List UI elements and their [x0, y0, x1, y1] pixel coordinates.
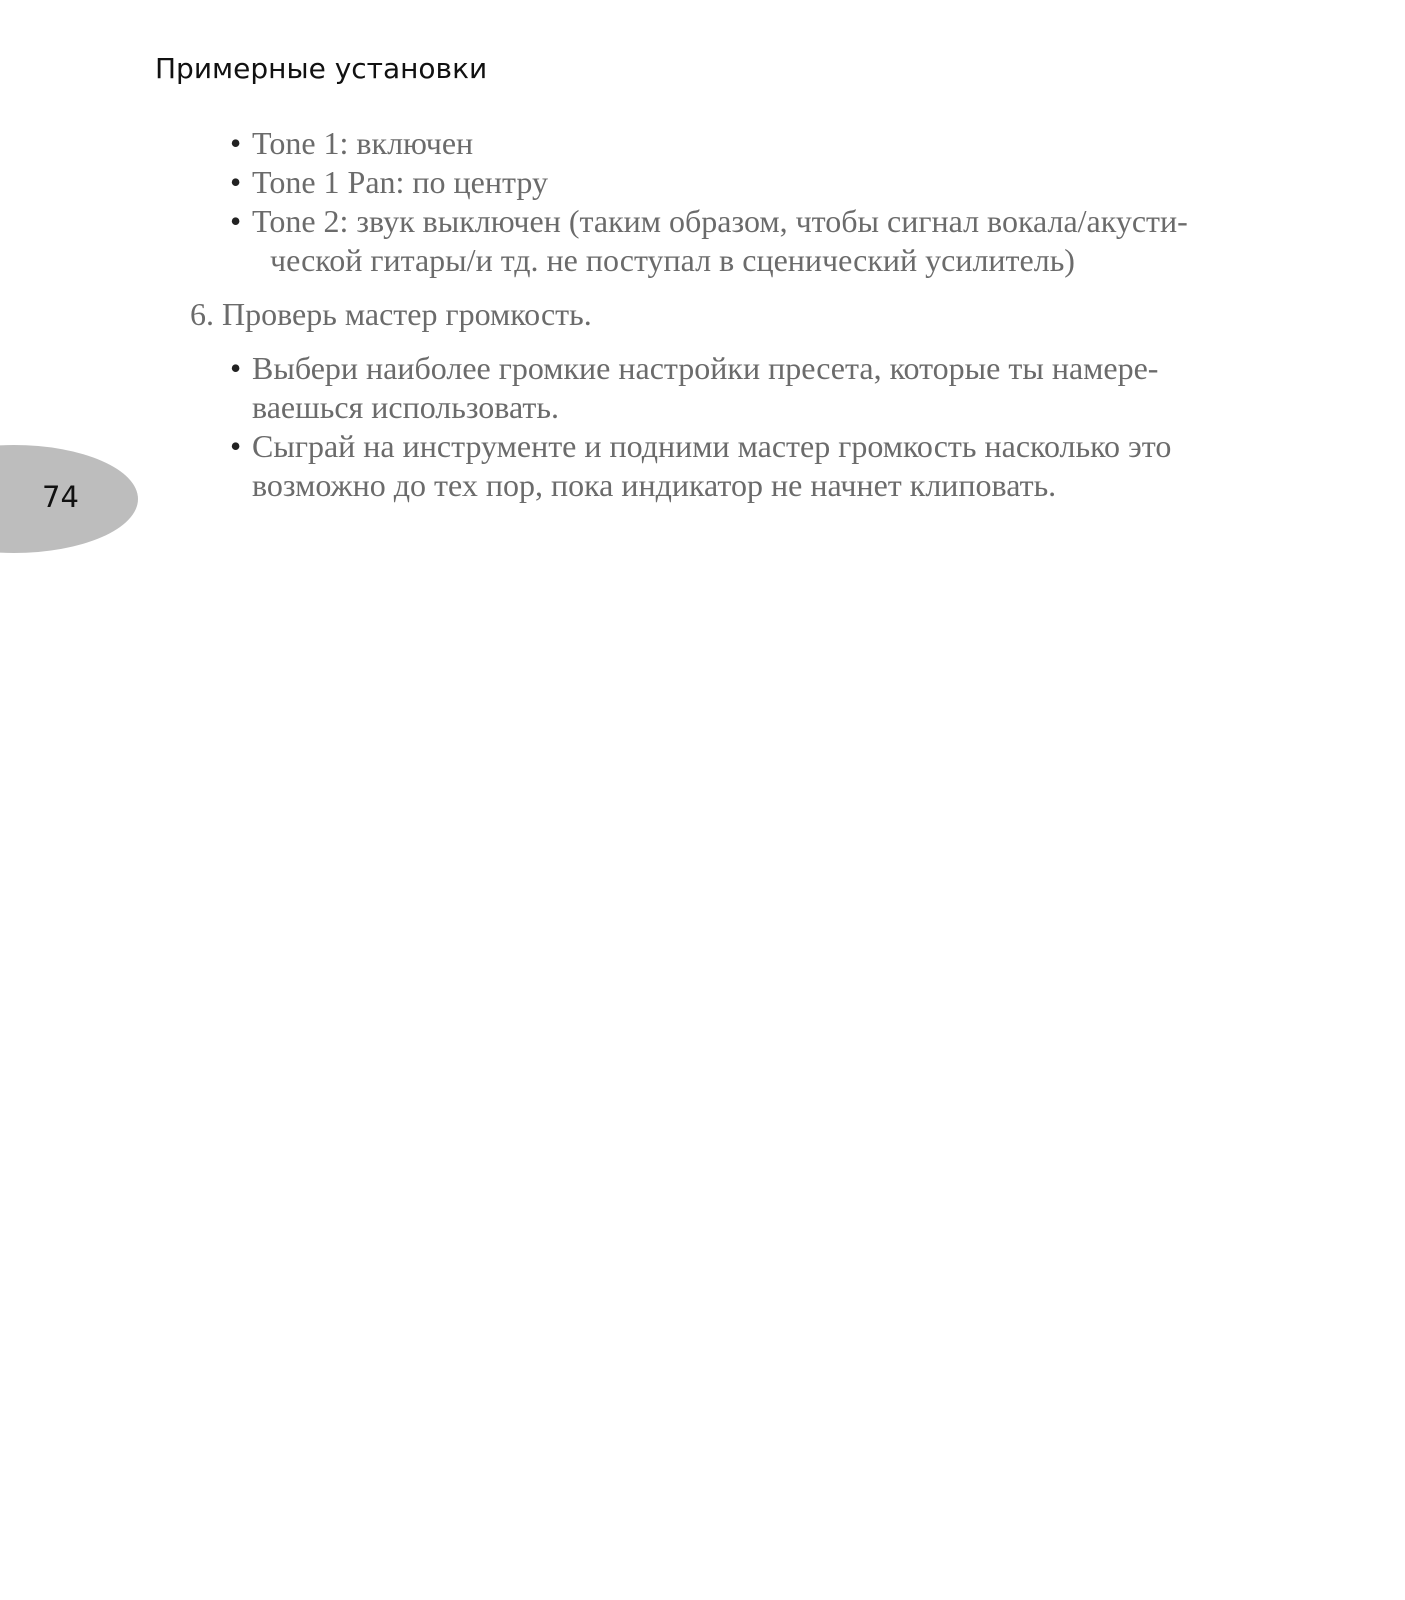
- step-6-list: [230, 349, 1305, 505]
- section-header: Примерные установки: [155, 52, 488, 85]
- settings-list: [230, 124, 1305, 280]
- list-item-text-continued: возможно до тех пор, пока индикатор не начнет клиповать.: [252, 467, 1057, 503]
- list-item: [230, 202, 1305, 280]
- list-item-text: Tone 2: звук выключен (таким образом, чтобы сигнал вокала/акусти-: [252, 203, 1188, 239]
- bullet: •: [230, 428, 242, 464]
- bullet: •: [230, 164, 242, 200]
- list-item: [230, 124, 1305, 163]
- list-item-text: Сыграй на инструменте и подними мастер громкость насколько это: [252, 428, 1172, 464]
- step-6-text: 6. Проверь мастер громкость.: [190, 296, 592, 332]
- list-item-text-continued: ческой гитары/и тд. не поступал в сценический усилитель): [270, 242, 1075, 278]
- bullet: •: [230, 350, 242, 386]
- list-item: [230, 349, 1305, 427]
- list-item-text-continued: ваешься использовать.: [252, 389, 559, 425]
- page-number: 74: [42, 480, 79, 514]
- list-item-text: Tone 1 Pan: по центру: [252, 164, 548, 200]
- list-item-text: Выбери наиболее громкие настройки пресета, которые ты намере-: [252, 350, 1159, 386]
- bullet: •: [230, 125, 242, 161]
- list-item: [230, 163, 1305, 202]
- list-item-text: Tone 1: включен: [252, 125, 474, 161]
- list-item: [230, 427, 1305, 505]
- bullet: •: [230, 203, 242, 239]
